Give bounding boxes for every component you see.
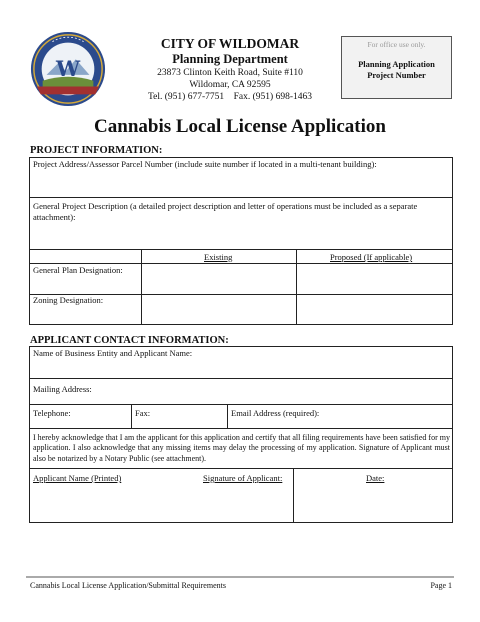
city-name: CITY OF WILDOMAR bbox=[160, 36, 300, 51]
city-seal-logo bbox=[29, 30, 107, 108]
applicant-printed-name-field[interactable] bbox=[33, 484, 173, 520]
phone-fax-line: Tel. (951) 677-7751 Fax. (951) 698-1463 bbox=[148, 92, 312, 102]
address-line-1: 23873 Clinton Keith Road, Suite #110 bbox=[157, 68, 303, 78]
email-field[interactable] bbox=[227, 404, 453, 429]
mailing-address-label: Mailing Address: bbox=[33, 384, 92, 394]
signature-label: Signature of Applicant: bbox=[203, 473, 283, 483]
fax-label: Fax: bbox=[135, 408, 151, 418]
telephone-label: Telephone: bbox=[33, 408, 71, 418]
general-plan-proposed-field[interactable] bbox=[297, 264, 452, 293]
telephone-field[interactable] bbox=[29, 404, 132, 429]
zoning-proposed-field[interactable] bbox=[297, 295, 452, 324]
existing-column-header: Existing bbox=[204, 252, 233, 262]
zoning-label: Zoning Designation: bbox=[33, 295, 104, 305]
office-use-box bbox=[341, 36, 452, 99]
svg-text:W: W bbox=[55, 56, 81, 82]
acknowledgement-text: I hereby acknowledge that I am the applicant for this application and certify that all filing requirements have been satisfied for my application. I also acknowledge that any missing items may delay the processing of my application. Signature of Applicant must also be notarized by a Notary Public (see attachment). bbox=[33, 433, 450, 463]
date-field[interactable] bbox=[296, 484, 450, 520]
office-use-note: For office use only. bbox=[367, 40, 426, 49]
project-address-label: Project Address/Assessor Parcel Number (include suite number if located in a multi-tenant building): bbox=[33, 159, 377, 169]
project-address-field[interactable] bbox=[29, 157, 453, 198]
project-description-label: General Project Description (a detailed project description and letter of operations must be included as a separate attachment): bbox=[33, 201, 418, 222]
project-description-field[interactable] bbox=[29, 197, 453, 250]
date-label: Date: bbox=[366, 473, 385, 483]
proposed-column-header: Proposed (If applicable) bbox=[330, 252, 413, 262]
acknowledgement-box bbox=[29, 428, 453, 469]
applicant-info-heading: APPLICANT CONTACT INFORMATION: bbox=[30, 335, 229, 346]
footer-page-number: Page 1 bbox=[430, 581, 452, 590]
office-use-line-2: Project Number bbox=[367, 70, 426, 80]
printed-name-label: Applicant Name (Printed) bbox=[33, 473, 122, 483]
general-plan-label: General Plan Designation: bbox=[33, 265, 123, 275]
business-name-field[interactable] bbox=[29, 346, 453, 379]
mailing-address-field[interactable] bbox=[29, 378, 453, 405]
project-info-heading: PROJECT INFORMATION: bbox=[30, 145, 163, 156]
zoning-existing-field[interactable] bbox=[142, 295, 295, 324]
fax-field[interactable] bbox=[131, 404, 228, 429]
general-plan-existing-field[interactable] bbox=[142, 264, 295, 293]
address-line-2: Wildomar, CA 92595 bbox=[189, 80, 271, 90]
footer-document-name: Cannabis Local License Application/Submittal Requirements bbox=[30, 581, 226, 590]
office-use-line-1: Planning Application bbox=[358, 59, 435, 69]
footer-divider bbox=[26, 576, 454, 578]
signature-date-divider bbox=[293, 468, 294, 523]
department-name: Planning Department bbox=[172, 52, 288, 66]
document-title: Cannabis Local License Application bbox=[94, 116, 386, 137]
applicant-signature-field[interactable] bbox=[175, 484, 290, 520]
business-name-label: Name of Business Entity and Applicant Name: bbox=[33, 348, 193, 358]
email-label: Email Address (required): bbox=[231, 408, 320, 418]
